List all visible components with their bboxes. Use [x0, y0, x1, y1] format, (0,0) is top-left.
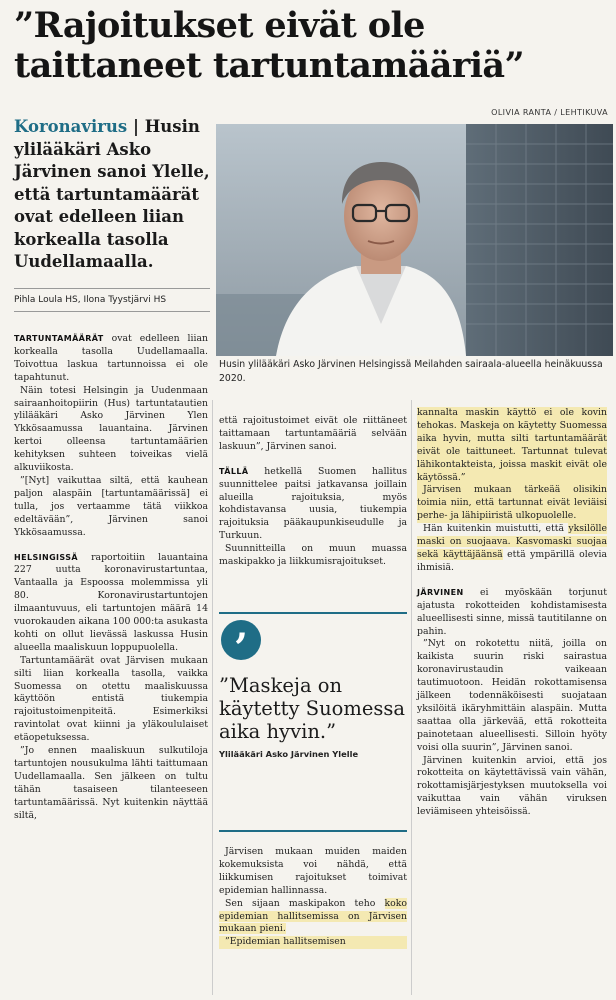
paragraph-lede: TÄLLÄ	[219, 466, 249, 476]
column-divider	[411, 400, 412, 995]
highlighted-text: koko epidemian hallitsemissa on Järvisen mukaan pieni.	[219, 897, 407, 935]
paragraph	[417, 587, 607, 639]
paragraph-text: Hän kuitenkin muistutti, että	[423, 523, 569, 535]
paragraph: ”Epidemian hallitsemisen	[219, 936, 407, 949]
paragraph	[219, 466, 407, 543]
paragraph: Järvisen mukaan muiden maiden kokemuksista voi nähdä, että liikkumisen rajoitukset toimivat epidemian hallinnassa.	[219, 846, 407, 896]
paragraph-text: ei myöskään torjunut ajatusta rokotteiden kohdistamisesta alueellisesti sinne, missä tautitilanne on pahin.	[417, 586, 607, 637]
paragraph-lede: HELSINGISSÄ	[14, 552, 78, 562]
paragraph: Suunnitteilla on muun muassa maskipakko ja liikkumisrajoitukset.	[219, 543, 407, 568]
paragraph-text: raportoitiin lauantaina 227 uutta koronavirustartuntaa, Vantaalla ja Espoossa molemmissa yli 80. Koronavirustartuntojen ilmaantuvuus, eli tartuntojen määrä 14 vuorokauden aikana 100 000:ta asukasta kohti on ollut lievässä laskussa Husin alueella maaliskuun loppupuolella.	[14, 551, 208, 653]
lead-paragraph	[14, 116, 210, 274]
byline: Pihla Loula HS, Ilona Tyystjärvi HS	[14, 288, 210, 312]
paragraph	[14, 552, 208, 655]
article-column-2-continued	[219, 846, 407, 949]
photo-credit: OLIVIA RANTA / LEHTIKUVA	[491, 108, 608, 117]
portrait-photo	[216, 124, 613, 356]
pull-quote-bottom-rule	[219, 830, 407, 832]
paragraph: ”Nyt on rokotettu niitä, joilla on kaikista suurin riski sairastua koronavirustaudin vaikeaan tautimuotoon. Heidän rokottamisensa jälkeen todennäköisesti suojataan yksilöitä ikäryhmittäin alaspäin. Mutta saattaa olla järkevää, että rokotteita painotetaan alueellisesti. Silloin hyöty voisi olla suurin”, Järvinen sanoi.	[417, 638, 607, 753]
paragraph: Tartuntamäärät ovat Järvisen mukaan silti liian korkealla tasolla, vaikka Suomessa on otettu maaliskuussa käyttöön entistä tiukempia rajoitustoimenpiteitä. Esimerkiksi ravintolat ovat kiinni ja yläkoululaiset etäopetuksessa.	[14, 654, 208, 744]
paragraph-text: että ympärillä olevia ihmisiä.	[417, 548, 607, 573]
photo-caption: Husin ylilääkäri Asko Järvinen Helsingissä Meilahden sairaala-alueella heinäkuussa 2020.	[219, 359, 603, 384]
paragraph-lede: TARTUNTAMÄÄRÄT	[14, 334, 104, 343]
paragraph-text: Sen sijaan maskipakon teho	[225, 897, 385, 909]
paragraph-text: ovat edelleen liian korkealla tasolla Uudellamaalla. Toivottua laskua tartunnoissa ei ole tapahtunut.	[14, 333, 208, 383]
kicker-separator: |	[127, 117, 145, 136]
paragraph: että rajoitustoimet eivät ole riittäneet taittamaan tartuntamääriä selvään laskuun”, Järvinen sanoi.	[219, 415, 407, 452]
paragraph: Järvinen kuitenkin arvioi, että jos rokotteita on käytettävissä vain vähän, rokottamisjärjestyksen muutoksella voi vaikuttaa vain vähän viruksen leviämiseen yhteisöissä.	[417, 754, 607, 818]
paragraph	[219, 898, 407, 937]
pull-quote-text: ”Maskeja on käytetty Suomessa aika hyvin.”	[219, 674, 406, 743]
quote-mark-icon: ’	[221, 620, 261, 660]
lead-text: Husin ylilääkäri Asko Järvinen sanoi Ylelle, että tartuntamäärät ovat edelleen liian korkealla tasolla Uudellamaalla.	[14, 117, 210, 271]
column-divider	[212, 400, 213, 995]
pull-quote	[219, 620, 409, 759]
highlighted-text: yksilölle maski on suojaava. Kasvomaski suojaa sekä käyttäjäänsä	[417, 523, 607, 560]
paragraph-lede: JÄRVINEN	[417, 587, 464, 597]
paragraph: ”[Nyt] vaikuttaa siltä, että kauhean paljon alaspäin [tartuntamäärissä] ei tulla, jos vertaamme tätä viikkoa edeltävään”, Järvinen sanoi Ykkösaamussa.	[14, 474, 208, 538]
paragraph	[14, 333, 208, 385]
article-column-3	[417, 407, 607, 819]
paragraph: Järvisen mukaan tärkeää olisikin toimia niin, että tartunnat eivät leviäisi perhe- ja lähipiiristä ulkopuolelle.	[417, 484, 607, 522]
kicker: Koronavirus	[14, 117, 128, 136]
paragraph: kannalta maskin käyttö ei ole kovin tehokas. Maskeja on käytetty Suomessa aika hyvin, mutta silti tartuntamäärät eivät ole taittuneet. Tartunnat tulevat lähikontakteista, joissa maskit eivät ole käytössä.”	[417, 407, 607, 483]
article-column-1	[14, 333, 208, 823]
pull-quote-attribution: Ylilääkäri Asko Järvinen Ylelle	[219, 749, 359, 759]
headline: ”Rajoitukset eivät ole taittaneet tartuntamääriä”	[14, 5, 525, 86]
pull-quote-top-rule	[219, 612, 407, 614]
paragraph	[417, 523, 607, 575]
paragraph-text: hetkellä Suomen hallitus suunnittelee paitsi jatkavansa joillain alueilla rajoituksia, myös kohdistavansa uusia, tiukempia rajoituksia pääkaupunkiseudulle ja Turkuun.	[219, 465, 407, 542]
paragraph: ”Jo ennen maaliskuun sulkutiloja tartuntojen nousukulma lähti taittumaan Uudellamaalla. Sen jälkeen on tultu tähän tasaiseen tilanteeseen tartuntamäärissä. Nyt kuitenkin näyttää siltä,	[14, 745, 208, 821]
paragraph: Näin totesi Helsingin ja Uudenmaan sairaanhoitopiirin (Hus) tartuntatautien ylilääkäri Asko Järvinen Ylen Ykkösaamussa lauantaina. Järvinen kertoi olleensa tartuntamäärien kehityksen suhteen toiveikas vielä alkuviikosta.	[14, 384, 208, 474]
article-column-2	[219, 415, 407, 569]
